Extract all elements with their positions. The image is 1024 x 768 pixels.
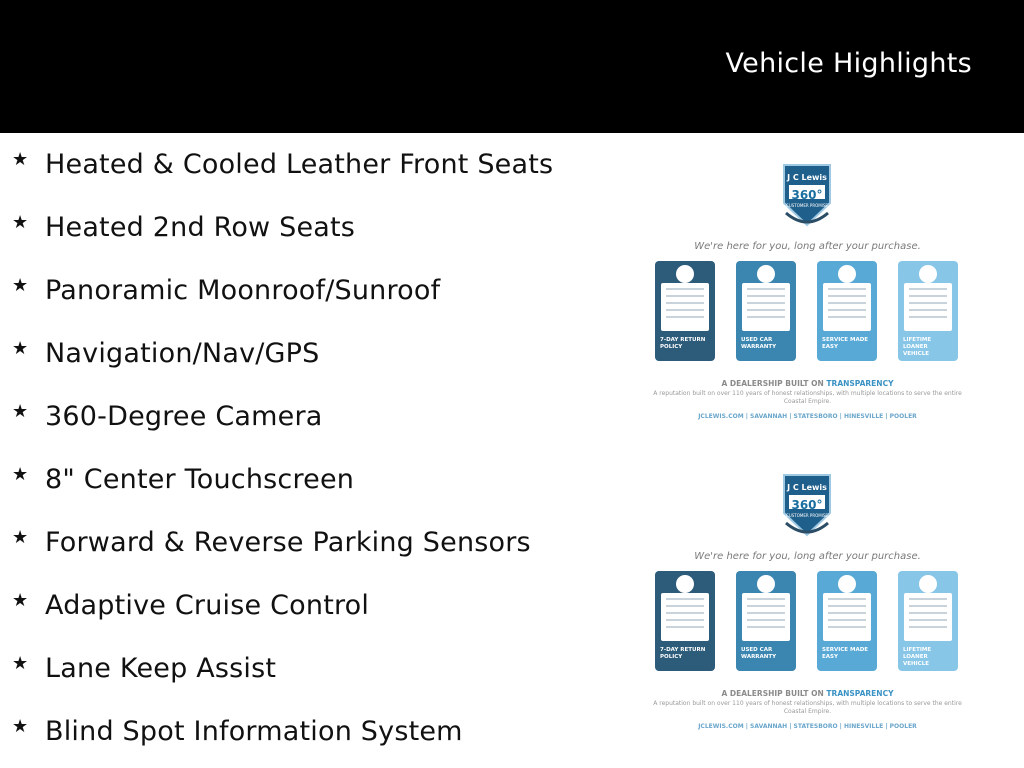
reputation-text: A reputation built on over 110 years of honest relationships, with multiple locations to serve the entire Coastal Empire. [653,700,962,715]
card-icon [757,265,775,283]
star-icon: ★ [12,338,29,359]
star-icon: ★ [12,401,29,422]
card-label: SERVICE MADE EASY [822,647,869,660]
promise-card [736,261,796,361]
badge-subtitle: CUSTOMER PROMISE [786,513,828,518]
card-icon [838,575,856,593]
brand-name: J C Lewis [787,173,827,182]
card-body [661,593,709,641]
card-label: 7-DAY RETURN POLICY [660,647,706,660]
star-icon: ★ [12,464,29,485]
feature-item [12,459,354,499]
promo-graphic [650,163,965,428]
feature-item [12,522,531,562]
built-prefix: A DEALERSHIP BUILT ON [721,689,824,698]
promise-card [817,261,877,361]
feature-label: Blind Spot Information System [45,715,463,747]
card-label: 7-DAY RETURN POLICY [660,337,706,350]
promise-card [655,571,715,671]
feature-label: 360-Degree Camera [45,400,323,432]
promise-card [655,261,715,361]
feature-item [12,144,553,184]
card-icon [676,265,694,283]
card-label: USED CAR WARRANTY [741,647,777,660]
brand-name: J C Lewis [787,483,827,492]
card-icon [919,265,937,283]
feature-item [12,333,319,373]
card-body [904,593,952,641]
card-body [823,593,871,641]
promo-tagline: We're here for you, long after your purchase. [694,241,921,252]
built-highlight: TRANSPARENCY [826,379,894,388]
promise-card [898,571,958,671]
feature-label: Lane Keep Assist [45,652,277,684]
card-label: SERVICE MADE EASY [822,337,869,350]
card-label: USED CAR WARRANTY [741,337,777,350]
card-icon [676,575,694,593]
card-body [823,283,871,331]
transparency-heading [650,379,965,388]
promise-card [817,571,877,671]
promo-graphic [650,473,965,738]
transparency-heading [650,689,965,698]
star-icon: ★ [12,275,29,296]
feature-item [12,711,463,751]
card-body [742,283,790,331]
feature-label: Panoramic Moonroof/Sunroof [45,274,441,306]
card-body [661,283,709,331]
promo-tagline: We're here for you, long after your purchase. [694,551,921,562]
locations-text: JCLEWIS.COM | SAVANNAH | STATESBORO | HINESVILLE | POOLER [698,413,917,420]
feature-label: Navigation/Nav/GPS [45,337,320,369]
feature-item [12,396,323,436]
locations-text: JCLEWIS.COM | SAVANNAH | STATESBORO | HINESVILLE | POOLER [698,723,917,730]
feature-item [12,270,440,310]
card-icon [919,575,937,593]
feature-label: Heated 2nd Row Seats [45,211,356,243]
star-icon: ★ [12,716,29,737]
star-icon: ★ [12,653,29,674]
star-icon: ★ [12,527,29,548]
feature-label: 8" Center Touchscreen [45,463,355,495]
built-prefix: A DEALERSHIP BUILT ON [721,379,824,388]
feature-item [12,207,355,247]
promise-card [898,261,958,361]
badge-subtitle: CUSTOMER PROMISE [786,203,828,208]
card-body [742,593,790,641]
feature-item [12,648,276,688]
built-highlight: TRANSPARENCY [826,689,894,698]
feature-label: Forward & Reverse Parking Sensors [45,526,531,558]
badge-number: 360° [791,498,823,512]
card-icon [838,265,856,283]
reputation-text: A reputation built on over 110 years of honest relationships, with multiple locations to serve the entire Coastal Empire. [653,390,962,405]
card-body [904,283,952,331]
page-title: Vehicle Highlights [725,48,972,79]
star-icon: ★ [12,149,29,170]
feature-label: Adaptive Cruise Control [45,589,370,621]
star-icon: ★ [12,212,29,233]
card-icon [757,575,775,593]
card-label: LIFETIME LOANER VEHICLE [903,337,932,357]
star-icon: ★ [12,590,29,611]
promise-card [736,571,796,671]
feature-label: Heated & Cooled Leather Front Seats [45,148,554,180]
card-label: LIFETIME LOANER VEHICLE [903,647,932,667]
feature-item [12,585,369,625]
badge-number: 360° [791,188,823,202]
header-bar [0,0,1024,133]
